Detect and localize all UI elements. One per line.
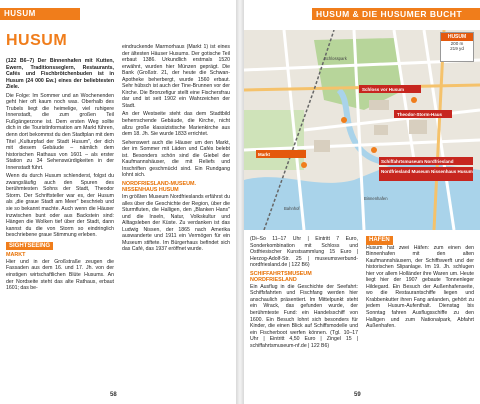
paragraph: Hier und in der Großstraße zeugen die Fassaden aus dem 16. und 17. Jh. von der einstigen wirtschaftlichen Blüte Husums. An der Nordseite steht das alte Rathaus, erbaut 1601; das be-: [6, 258, 114, 292]
intro-paragraph: (122 B6–7) Der Binnenhafen mit Kutten, Ewern, Traditionsseglern, Restaurants, Cafés und Fischbrötchenbuden ist in Husum (24 000 Ew.) eines der beliebtesten Ziele.: [6, 58, 114, 91]
section-heading-sightseeing: SIGHTSEEING: [6, 242, 53, 251]
city-map: [244, 30, 480, 230]
paragraph: Wenn du durch Husum schlenderst, folgst du zwangsläufig auch den Spuren des berühmtesten Sohns der Stadt, Theodor Storm. Der Schriftsteller war es, der Husum als „die graue Stadt am Meer" beschrieb und sie so bekannt machte. Auch wenn die Häuser inzwischen bunt oder aus Backstein sind: Hängen die Wolken tief über der Stadt, dann kannst du die von Storm so eindringlich beschriebene graue Stimmung erleben.: [6, 173, 114, 239]
map-scale-m: 200 m: [450, 41, 464, 46]
paragraph: (Di–So 11–17 Uhr | Eintritt 7 Euro, Sonderkombination mit Schloss und Ostfriesischer Kunstsammlung 15 Euro | Herzog-Adolf-Str. 25 | museumsverbund-nordfriesland.de | 122 B6): [250, 236, 358, 269]
subheading-nordfriesland-museum: NORDFRIESLAND-MUSEUM. NISSENHAUS HUSUM: [122, 180, 196, 194]
svg-text:Schloss vor Husum: Schloss vor Husum: [362, 87, 405, 92]
paragraph: Sehenswert auch die Häuser um den Markt, der im Sommer mit Läden und Cafés belebt ist. Besonders schön sind die Giebel der Kaufmannshäuser, die mit Reliefs und Inschriften geschmückt sind. Ein Rundgang lohnt sich.: [122, 139, 230, 179]
page-number-left: 58: [110, 392, 117, 398]
left-page: [0, 0, 236, 404]
subheading-markt: MARKT: [6, 252, 26, 259]
svg-text:Markt: Markt: [258, 152, 271, 157]
paragraph: An der Westseite steht das dem Stadtbild beherrschende Gebäude, die Kirche, nicht allzu große klassizistische Marienkirche aus dem 18. Jh. Sie wurde 1833 errichtet.: [122, 111, 230, 138]
left-column-2: [122, 44, 230, 255]
right-column-2: [366, 236, 474, 332]
right-page: [244, 0, 480, 404]
paragraph: Husum hat zwei Häfen: zum einen den Binnenhafen mit den alten Kaufmannshäusern, der Schiffswerft und der historischen Slipanlage. Im 19. Jh. schlugen hier vor allem Holländer ihre Waren um. Heute liegt hier der 1907 gebaute Tonnenleger Hildegard. Ein Besuch der Außenhafenseite, wo die Restaurantschiffe liegen und Krabbenkutter ihren Fang anlanden, gehört zu jedem Husum-Aufenthalt. Dienstag bis Sonntag fahren Ausflugsschiffe zu den Halligen und zum Nationalpark, Abfahrt Außenhafen.: [366, 244, 474, 330]
map-legend-box: [440, 32, 474, 62]
paragraph: Ein Ausflug in die Geschichte der Seefahrt: Schiffsfahrten und Fischfang werden hier anschaulich präsentiert. Im Mittelpunkt steht ein Wrack, das gefunden wurde, der berühmteste Fund: ein Handelsschiff von 1600. Ein Besuch lohnt sich besonders für Kinder, die einen Blick auf Schiffsmodelle und ein Fischerboot werfen können. (Tgl. 10–17 Uhr | Eintritt 4,50 Euro | Zingel 15 | schiffahrtsmuseum-nf.de | 122 B6): [250, 283, 358, 349]
subheading-schiffahrtsmuseum: SCHIFFAHRTSMUSEUM NORDFRIESLAND: [250, 270, 312, 284]
svg-text:Bahnhof: Bahnhof: [284, 206, 300, 211]
map-scale-yd: 219 yd: [450, 46, 464, 51]
paragraph: Die Folge: Im Sommer und an Wochenenden geht hier oft kaum noch was. Oberhalb des Trubels liegt die heimelige, viel ruhigere Innenstadt, die zum großen Teil Fußgängerzone ist. Dem ersten Weg sollte dich in die Touristinformation am Markt führen, denn dort bekommst du den Stadtplan mit dem Titel „Kulturpfad der Stadt Husum", der dich mit diesem Gebäude – nämlich dem historischen Rathaus von 1601 – als erster Station zu 34 Sehenswürdigkeiten in der Innenstadt führt.: [6, 92, 114, 171]
paragraph: eindruckende Marmorhaus (Markt 1) ist eines der ältesten Häuser Husums. Der gotische Teil erbaut 1386. Urkundlich erstmals 1520 erwähnt, wurden hier Münzen geprägt. Die Bank (Großstr. 21, der heute die Schwan-Apotheke beherbergt, wurde 1560 erbaut. Sehr hübsch ist auch der Tine-Brunnen vor der Kirche. Die Bronzefigur stellt eine Fischersfrau dar und ist seit 1902 ein Wahrzeichen der Stadt.: [122, 44, 230, 109]
running-head-right: HUSUM & DIE HUSUMER BUCHT: [312, 8, 480, 20]
running-head-left: HUSUM: [0, 8, 80, 20]
svg-text:Schiffahrtsmuseum Nordfrieslan: Schiffahrtsmuseum Nordfriesland: [381, 159, 454, 164]
paragraph: Im größten Museum Nordfrieslands erfährst du alles über die Geschichte der Region, über die Sturmfluten, die Halligen, den „Blanken Hans" und die Inseln, Natur, Volkskultur und Alltagsleben der Küste. Zu verdanken ist das Ludwig Nissen, der 1865 nach Amerika auswanderte und 1911 ein Vermögen für ein Museum stiftete. Im Bürgerhaus befindet sich das Café, das 1937 eröffnet wurde.: [122, 194, 230, 253]
book-gutter: [236, 0, 244, 404]
svg-text:Theodor-Storm-Haus: Theodor-Storm-Haus: [397, 112, 442, 117]
svg-text:Binnenhafen: Binnenhafen: [364, 196, 388, 201]
map-legend-title: HUSUM: [441, 33, 473, 41]
left-column-1: [6, 58, 114, 294]
page-title: HUSUM: [6, 32, 68, 49]
page-number-right: 59: [354, 392, 361, 398]
svg-text:Nordfriesland Museum Nissenhau: Nordfriesland Museum Nissenhaus Husum: [381, 169, 473, 174]
svg-text:Schlosspark: Schlosspark: [324, 56, 347, 61]
right-column-1: [250, 236, 358, 351]
section-heading-hafen: HAFEN: [366, 236, 393, 245]
